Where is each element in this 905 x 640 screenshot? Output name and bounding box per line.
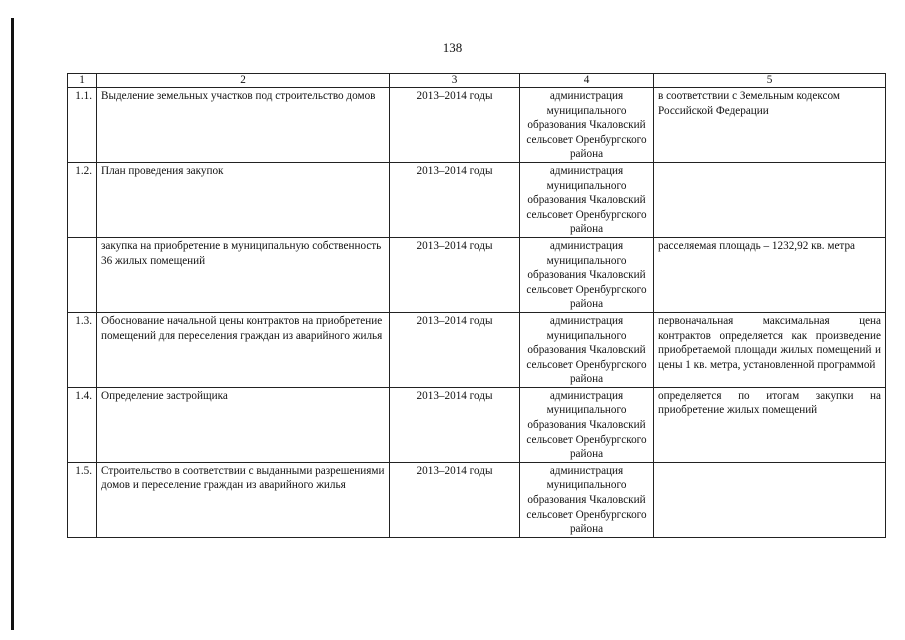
responsible-line: администрация <box>549 314 624 327</box>
responsible-line: муниципального <box>546 404 627 417</box>
responsible-line: муниципального <box>546 329 627 342</box>
header-col-4: 4 <box>520 74 654 88</box>
responsible-line: администрация <box>549 239 624 252</box>
responsible-line: района <box>569 523 604 536</box>
responsible-line: муниципального <box>546 179 627 192</box>
activity-cell: Определение застройщика <box>97 387 390 462</box>
note-cell <box>654 237 886 312</box>
table-body <box>68 88 886 538</box>
responsible-line: образования Чкаловский <box>527 344 646 357</box>
responsible-cell <box>520 88 654 163</box>
activity-cell: Выделение земельных участков под строительство домов <box>97 88 390 163</box>
activity-cell: План проведения закупок <box>97 162 390 237</box>
responsible-line: района <box>569 373 604 386</box>
responsible-cell <box>520 462 654 537</box>
responsible-line: района <box>569 148 604 161</box>
row-number: 1.3. <box>68 312 97 387</box>
responsible-line: образования Чкаловский <box>527 494 646 507</box>
plan-table <box>67 73 886 538</box>
row-number: 1.1. <box>68 88 97 163</box>
responsible-line: администрация <box>549 164 624 177</box>
responsible-line: администрация <box>549 389 624 402</box>
activity-cell: закупка на приобретение в муниципальную собственность 36 жилых помещений <box>97 237 390 312</box>
page-number: 138 <box>442 40 463 55</box>
responsible-line: образования Чкаловский <box>527 419 646 432</box>
row-number: 1.2. <box>68 162 97 237</box>
activity-cell: Обоснование начальной цены контрактов на приобретение помещений для переселения граждан из аварийного жилья <box>97 312 390 387</box>
header-col-3: 3 <box>390 74 520 88</box>
activity-cell: Строительство в соответствии с выданными разрешениями домов и переселение граждан из аварийного жилья <box>97 462 390 537</box>
table-row <box>68 237 886 312</box>
table-row <box>68 88 886 163</box>
responsible-line: района <box>569 448 604 461</box>
term-cell: 2013–2014 годы <box>390 88 520 163</box>
table-row <box>68 312 886 387</box>
note-cell <box>654 88 886 163</box>
responsible-line: сельсовет Оренбургского <box>526 358 647 371</box>
responsible-line: района <box>569 298 604 311</box>
note-text: первоначальная максимальная цена контрактов определяется как произведение приобретаемой площади жилых помещений и цены 1 кв. метра, установленной программой <box>658 314 881 371</box>
note-text: в соответствии с Земельным кодексом <box>658 90 840 102</box>
responsible-line: сельсовет Оренбургского <box>526 208 647 221</box>
responsible-line: администрация <box>549 464 624 477</box>
term-cell: 2013–2014 годы <box>390 237 520 312</box>
responsible-cell <box>520 312 654 387</box>
header-col-5: 5 <box>654 74 886 88</box>
responsible-line: района <box>569 223 604 236</box>
responsible-line: муниципального <box>546 479 627 492</box>
table-row <box>68 162 886 237</box>
responsible-line: сельсовет Оренбургского <box>526 433 647 446</box>
term-cell: 2013–2014 годы <box>390 162 520 237</box>
note-cell <box>654 462 886 537</box>
term-cell: 2013–2014 годы <box>390 387 520 462</box>
header-col-2: 2 <box>97 74 390 88</box>
binding-edge-line <box>11 18 14 630</box>
responsible-line: образования Чкаловский <box>527 194 646 207</box>
note-text: Российской Федерации <box>658 104 769 117</box>
table-row <box>68 462 886 537</box>
responsible-line: сельсовет Оренбургского <box>526 283 647 296</box>
row-number: 1.4. <box>68 387 97 462</box>
row-number <box>68 237 97 312</box>
term-cell: 2013–2014 годы <box>390 312 520 387</box>
responsible-line: администрация <box>549 90 624 102</box>
note-cell <box>654 162 886 237</box>
responsible-cell <box>520 387 654 462</box>
table-row <box>68 387 886 462</box>
term-cell: 2013–2014 годы <box>390 462 520 537</box>
responsible-line: образования Чкаловский <box>527 269 646 282</box>
responsible-line: сельсовет Оренбургского <box>526 508 647 521</box>
note-text: определяется по итогам закупки на приобретение жилых помещений <box>658 389 881 417</box>
note-text: расселяемая площадь – 1232,92 кв. метра <box>658 239 856 252</box>
responsible-cell <box>520 237 654 312</box>
row-number: 1.5. <box>68 462 97 537</box>
note-cell <box>654 387 886 462</box>
responsible-line: сельсовет Оренбургского <box>526 133 647 146</box>
responsible-line: образования Чкаловский <box>527 119 646 132</box>
note-cell <box>654 312 886 387</box>
responsible-line: муниципального <box>546 104 627 117</box>
responsible-line: муниципального <box>546 254 627 267</box>
responsible-cell <box>520 162 654 237</box>
header-col-1: 1 <box>68 74 97 88</box>
header-row <box>68 74 886 88</box>
